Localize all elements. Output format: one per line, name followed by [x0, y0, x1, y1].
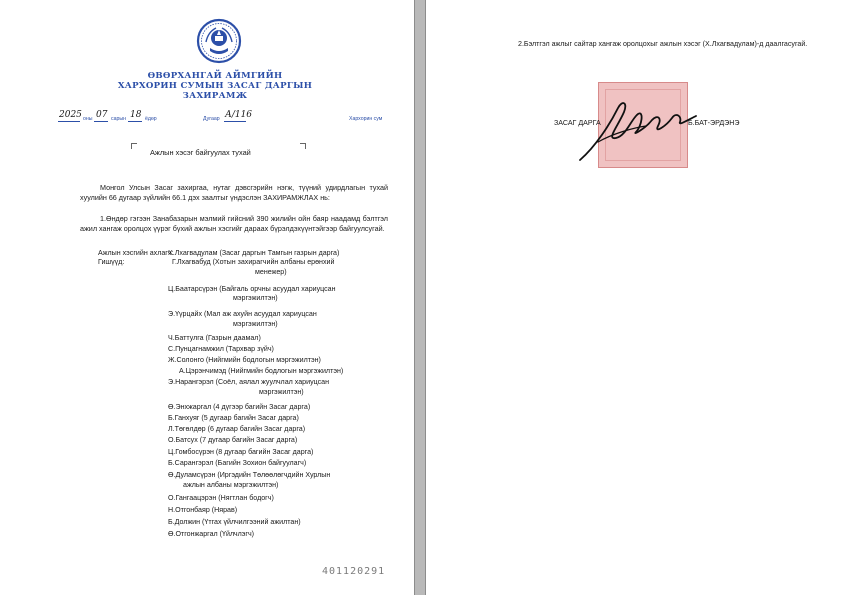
member-line: А.Цэрэнчимэд (Нийгмийн бодлогын мэргэжилтэн): [179, 367, 344, 375]
member-line: Н.Отгонбаяр (Нярав): [168, 506, 238, 514]
document-page-1: [0, 0, 414, 595]
member-line: мэргэжилтэн): [233, 320, 278, 328]
year-label: оны: [83, 116, 93, 122]
member-line: С.Пунцагнамжил (Тархвар зүйч): [168, 345, 274, 353]
number-label: Дугаар: [203, 116, 220, 122]
member-line: О.Гангаацэрэн (Нягтлан бодогч): [168, 494, 274, 502]
clause-1: 1.Өндөр гэгээн Занабазарын мэлмий гийсний 390 жилийн ойн баяр наадамд бэлтгэл ажил хангаж оролцох үүрэг бүхий ажлын хэсгийг дараах бүрэлдэхүүнтэйгээр байгуулсугай.: [80, 214, 388, 233]
member-line: ажлын албаны мэргэжилтэн): [183, 481, 279, 489]
day-label: ёдөр: [145, 116, 157, 122]
date-year: 2025: [59, 110, 82, 120]
org-name-line-2: ХАРХОРИН СУМЫН ЗАСАГ ДАРГЫН: [117, 81, 313, 91]
member-line: Б.Ганхуяг (5 дугаар багийн Засаг дарга): [168, 414, 299, 422]
page-divider: [414, 0, 426, 595]
member-line: Л.Төгөлдөр (6 дугаар багийн Засаг дарга): [168, 425, 306, 433]
title-corner-mark: [131, 143, 137, 149]
member-line: мэргэжилтэн): [233, 294, 278, 302]
signer-name: Б.БАТ-ЭРДЭНЭ: [688, 119, 740, 127]
member-line: Ц.Баатарсүрэн (Байгаль орчны асуудал хариуцсан: [168, 285, 336, 293]
place-name: Хархорин сум: [349, 116, 383, 122]
date-day: 18: [130, 110, 142, 120]
preamble-paragraph: Монгол Улсын Засаг захиргаа, нутаг дэвсгэрийн нэгж, түүний удирдлагын тухай хуулийн 66 дугаар зүйлийн 66.1 дэх заалтыг үндэслэн ЗАХИРАМЖЛАХ нь:: [80, 183, 388, 202]
member-line: Ц.Гомбосүрэн (8 дугаар багийн Засаг дарга): [168, 448, 314, 456]
document-title: Ажлын хэсэг байгуулах тухай: [150, 148, 251, 157]
member-line: Ө.Отгонжаргал (Үйлчлэгч): [168, 530, 255, 538]
member-line: Ө.Энхжаргал (4 дүгээр багийн Засаг дарга): [168, 403, 311, 411]
number-underline: [224, 121, 246, 122]
signer-title: ЗАСАГ ДАРГА: [554, 119, 601, 127]
state-emblem-icon: [196, 18, 242, 64]
org-name-line-1: ӨВӨРХАНГАЙ АЙМГИЙН: [147, 71, 283, 81]
leader-name: Х.Лхагвадулам (Засаг даргын Тамгын газрын дарга): [168, 249, 340, 257]
year-underline: [58, 121, 80, 122]
member-line: О.Батсух (7 дугаар багийн Засаг дарга): [168, 436, 298, 444]
document-number: А/116: [225, 110, 253, 120]
member-line: Э.Үүрцайх (Мал аж ахуйн асуудал хариуцсан: [168, 310, 317, 318]
member-line: Ж.Солонго (Нийгмийн бодлогын мэргэжилтэн): [168, 356, 321, 364]
document-type: ЗАХИРАМЖ: [182, 91, 248, 101]
month-underline: [94, 121, 108, 122]
members-label: Гишүүд:: [98, 258, 125, 266]
member-line: Ч.Баттулга (Газрын даамал): [168, 334, 261, 342]
day-underline: [128, 121, 142, 122]
month-label: сарын: [111, 116, 126, 122]
clause-2: 2.Бэлтгэл ажлыг сайтар хангаж оролцохыг ажлын хэсэг (Х.Лхагвадулам)-д даалгасугай.: [518, 40, 808, 48]
title-corner-mark: [300, 143, 306, 149]
member-line: Ө.Дуламсүрэн (Иргэдийн Төлөөлөгчдийн Хурлын: [168, 471, 331, 479]
date-month: 07: [96, 110, 108, 120]
member-line: Г.Лхагвабуд (Хотын захирагчийн албаны ерөнхий: [172, 258, 335, 266]
document-page-2: [426, 0, 841, 595]
signature-icon: [576, 96, 701, 166]
leader-label: Ажлын хэсгийн ахлагч:: [98, 249, 174, 257]
serial-number: 401120291: [322, 566, 386, 577]
member-line: Э.Нарангэрэл (Соёл, аялал жуулчлал хариуцсан: [168, 378, 330, 386]
member-line: менежер): [255, 268, 287, 276]
member-line: Б.Должин (Үтгах үйлчилгээний ажилтан): [168, 518, 301, 526]
member-line: Б.Сарангэрэл (Багийн Зохион байгуулагч): [168, 459, 307, 467]
member-line: мэргэжилтэн): [259, 388, 304, 396]
